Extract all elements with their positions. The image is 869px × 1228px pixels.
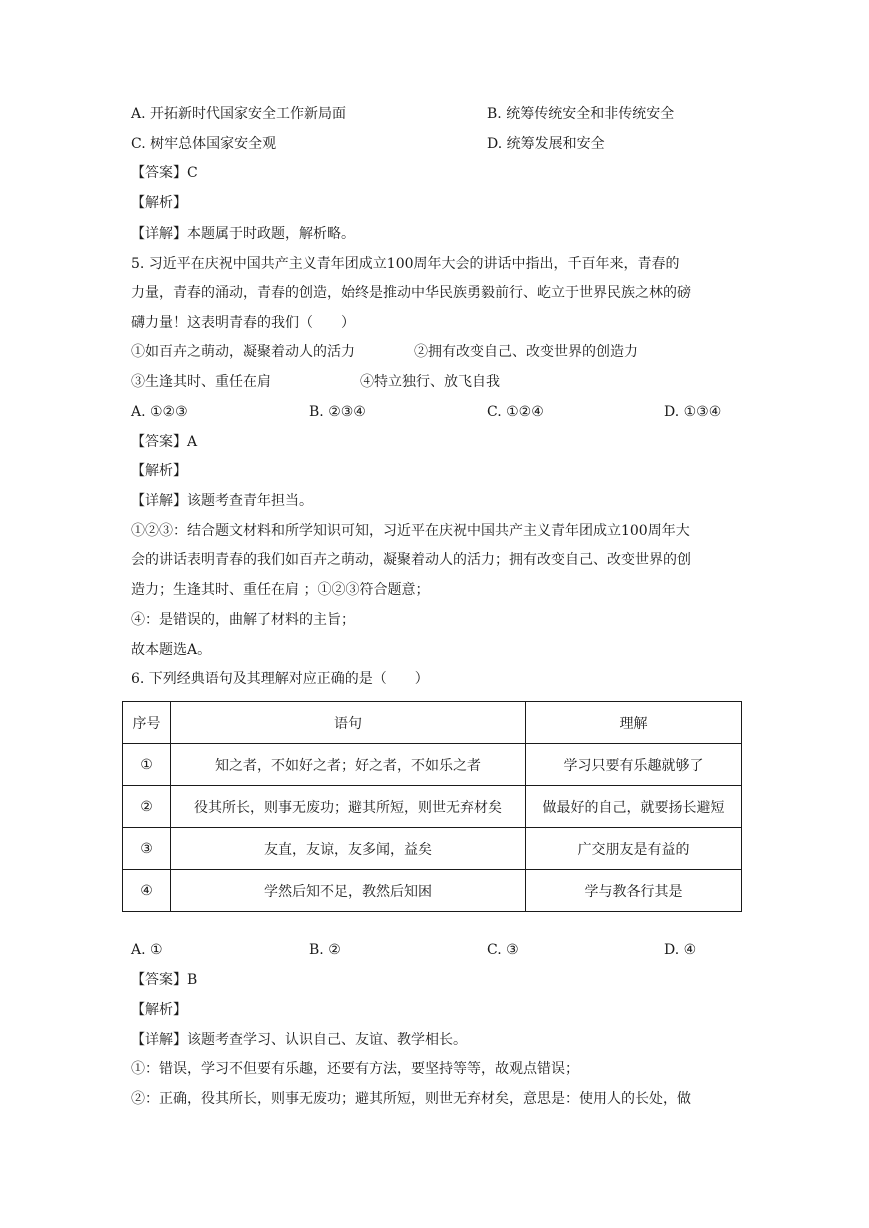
row-quote: 学然后知不足，教然后知困 <box>171 870 526 912</box>
q5-answer: 【答案】A <box>131 434 198 450</box>
row-quote: 知之者，不如好之者；好之者，不如乐之者 <box>171 744 526 786</box>
q4-answer: 【答案】C <box>131 165 198 181</box>
q5-statement-2: ②拥有改变自己、改变世界的创造力 <box>414 344 638 360</box>
q5-stem-line-2: 力量，青春的涌动，青春的创造，始终是推动中华民族勇毅前行、屹立于世界民族之林的磅 <box>131 285 691 301</box>
table-row <box>123 870 742 912</box>
row-index: ① <box>123 744 171 786</box>
q5-option-d: D. ①③④ <box>664 404 722 420</box>
q4-option-d: D. 统筹发展和安全 <box>487 136 605 152</box>
row-index: ④ <box>123 870 171 912</box>
q5-detail-line-6: 故本题选A。 <box>131 642 212 658</box>
row-quote: 友直，友谅，友多闻，益矣 <box>171 828 526 870</box>
row-understanding: 广交朋友是有益的 <box>526 828 742 870</box>
row-understanding: 学与教各行其是 <box>526 870 742 912</box>
q5-detail-line-2: ①②③：结合题文材料和所学知识可知，习近平在庆祝中国共产主义青年团成立100周年大 <box>131 523 690 539</box>
q5-statement-4: ④特立独行、放飞自我 <box>360 374 500 390</box>
row-quote: 役其所长，则事无废功；避其所短，则世无弃材矣 <box>171 786 526 828</box>
q5-statement-3: ③生逢其时、重任在肩 <box>131 374 271 390</box>
q5-detail-line-3: 会的讲话表明青春的我们如百卉之萌动，凝聚着动人的活力；拥有改变自己、改变世界的创 <box>131 552 691 568</box>
table-header-row <box>123 702 742 744</box>
header-understanding: 理解 <box>526 702 742 744</box>
q4-analysis: 【解析】 <box>131 195 187 211</box>
q6-detail-line-3: ②：正确，役其所长，则事无废功；避其所短，则世无弃材矣，意思是：使用人的长处，做 <box>131 1091 691 1107</box>
q6-option-c: C. ③ <box>487 942 519 958</box>
q4-option-b: B. 统筹传统安全和非传统安全 <box>487 106 675 122</box>
row-understanding: 学习只要有乐趣就够了 <box>526 744 742 786</box>
q6-stem: 6. 下列经典语句及其理解对应正确的是（ ） <box>131 671 429 687</box>
q5-detail-line-4: 造力；生逢其时、重任在肩 ；①②③符合题意； <box>131 582 430 598</box>
q4-option-c: C. 树牢总体国家安全观 <box>131 136 277 152</box>
q6-answer: 【答案】B <box>131 972 198 988</box>
q6-detail-line-1: 【详解】该题考查学习、认识自己、友谊、教学相长。 <box>131 1032 467 1048</box>
table-row <box>123 786 742 828</box>
q5-detail-line-5: ④：是错误的，曲解了材料的主旨； <box>131 612 355 628</box>
q6-detail-line-2: ①：错误，学习不但要有乐趣，还要有方法，要坚持等等，故观点错误； <box>131 1061 579 1077</box>
q5-option-a: A. ①②③ <box>131 404 188 420</box>
q4-option-a: A. 开拓新时代国家安全工作新局面 <box>131 106 347 122</box>
header-quote: 语句 <box>171 702 526 744</box>
q5-stem-line-1: 5. 习近平在庆祝中国共产主义青年团成立100周年大会的讲话中指出，千百年来，青春的 <box>131 256 680 272</box>
q6-option-a: A. ① <box>131 942 163 958</box>
q5-statement-1: ①如百卉之萌动，凝聚着动人的活力 <box>131 344 355 360</box>
q5-analysis: 【解析】 <box>131 463 187 479</box>
q6-option-d: D. ④ <box>664 942 697 958</box>
q6-option-b: B. ② <box>309 942 341 958</box>
table-row <box>123 744 742 786</box>
header-index: 序号 <box>123 702 171 744</box>
q5-stem-line-3: 礴力量！这表明青春的我们（ ） <box>131 315 355 331</box>
table-row <box>123 828 742 870</box>
row-index: ② <box>123 786 171 828</box>
q5-option-c: C. ①②④ <box>487 404 544 420</box>
row-index: ③ <box>123 828 171 870</box>
q5-option-b: B. ②③④ <box>309 404 366 420</box>
q5-detail-line-1: 【详解】该题考查青年担当。 <box>131 493 313 509</box>
q6-quote-table <box>122 701 742 912</box>
row-understanding: 做最好的自己，就要扬长避短 <box>526 786 742 828</box>
q6-analysis: 【解析】 <box>131 1002 187 1018</box>
q4-detail: 【详解】本题属于时政题，解析略。 <box>131 226 355 242</box>
